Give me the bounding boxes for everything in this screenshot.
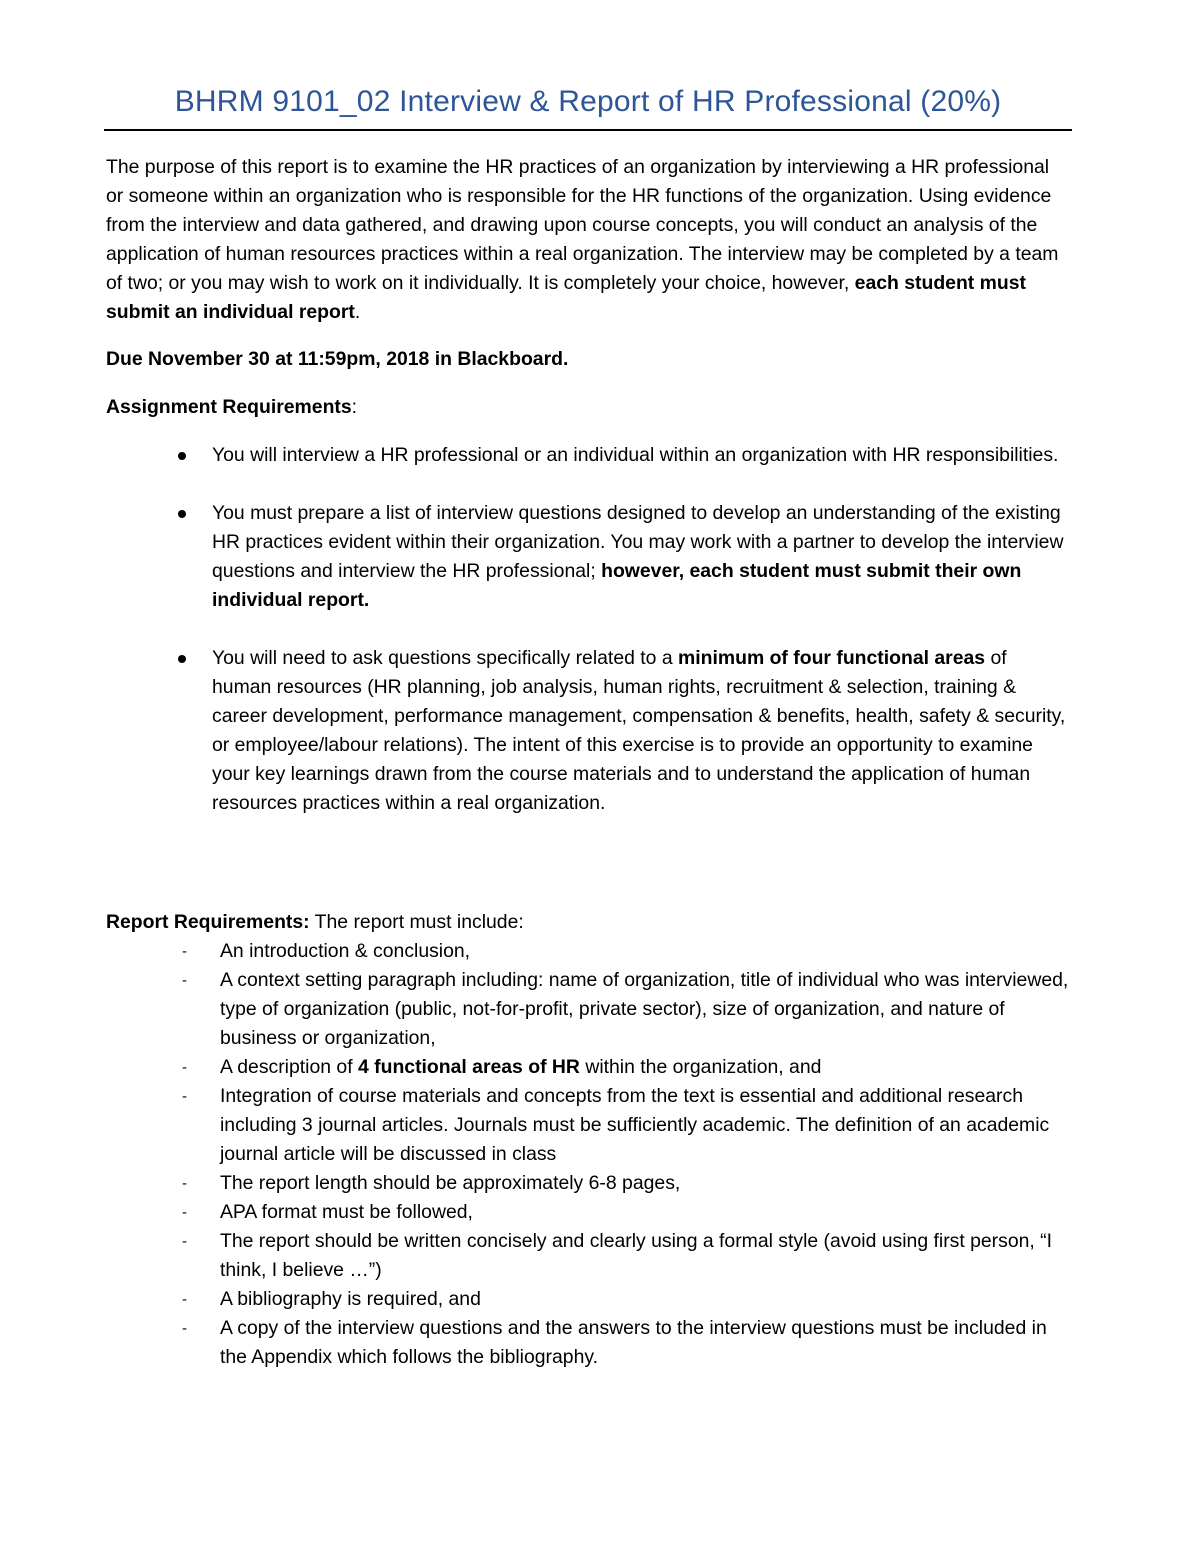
page-title: BHRM 9101_02 Interview & Report of HR Professional (20%) <box>174 85 1002 118</box>
purpose-end: . <box>354 301 361 323</box>
bullet-icon <box>178 510 186 518</box>
dash-icon: - <box>182 1175 187 1192</box>
dash-icon: - <box>182 1088 187 1105</box>
purpose-text: The purpose of this report is to examine the HR practices of an organization by interviewing a HR professional or someone within an organization who is responsible for the HR functions of the organization. Using evidence from the interview and data gathered, and drawing upon course concepts, you will conduct an analysis of the application of human resources practices within a real organization. The interview may be completed by a team of two; or you may wish to work on it individually. It is completely your choice, however, <box>106 156 1059 294</box>
title-underline <box>104 129 1072 131</box>
list-item-text: A copy of the interview questions and the answers to the interview questions must be included in the Appendix which follows the bibliography. <box>220 1317 1047 1368</box>
list-item <box>182 1053 1072 1082</box>
list-item <box>166 441 1071 470</box>
report-list <box>182 937 1072 1372</box>
list-item-text: APA format must be followed, <box>220 1201 473 1223</box>
bullet-icon <box>178 452 186 460</box>
purpose-bold: each student must submit an individual report <box>106 272 1026 323</box>
list-item-text: You must prepare a list of interview questions designed to develop an understanding of the existing HR practices evident within their organization. You may work with a partner to develop the interview questions and interview the HR professional; <box>212 502 1064 582</box>
list-item-text: You will interview a HR professional or an individual within an organization with HR responsibilities. <box>212 444 1059 466</box>
report-heading <box>106 908 1071 937</box>
dash-icon: - <box>182 1059 187 1076</box>
list-item-text: Integration of course materials and concepts from the text is essential and additional research including 3 journal articles. Journals must be sufficiently academic. The definition of an academic journal article will be discussed in class <box>220 1085 1050 1165</box>
list-item-after: within the organization, and <box>579 1056 822 1078</box>
list-item-text: An introduction & conclusion, <box>220 940 471 962</box>
list-item-after: of human resources (HR planning, job analysis, human rights, recruitment & selection, training & career development, performance management, compensation & benefits, health, safety & security, or employee/labour relations). The intent of this exercise is to provide an opportunity to examine your key learnings drawn from the course materials and to understand the application of human resources practices within a real organization. <box>212 647 1066 814</box>
assignment-heading-colon: : <box>351 396 358 418</box>
list-item-text: The report should be written concisely and clearly using a formal style (avoid using first person, “I think, I believe …”) <box>220 1230 1053 1281</box>
dash-icon: - <box>182 1204 187 1221</box>
dash-icon: - <box>182 972 187 989</box>
list-item <box>182 937 1072 966</box>
report-heading-label: Report Requirements: <box>106 911 310 933</box>
list-item-text: A context setting paragraph including: name of organization, title of individual who was interviewed, type of organization (public, not-for-profit, private sector), size of organization, and nature of business or organization, <box>220 969 1069 1049</box>
due-date: Due November 30 at 11:59pm, 2018 in Blackboard. <box>106 348 569 370</box>
dash-icon: - <box>182 1233 187 1250</box>
assignment-heading-label: Assignment Requirements <box>106 396 352 418</box>
list-item <box>182 1169 1072 1198</box>
list-item-text: The report length should be approximately 6-8 pages, <box>220 1172 681 1194</box>
assignment-list <box>166 441 1071 847</box>
list-item <box>182 1227 1072 1285</box>
bullet-icon <box>178 655 186 663</box>
list-item-bold: however, each student must submit their own individual report. <box>212 560 1022 611</box>
dash-icon: - <box>182 943 187 960</box>
list-item <box>182 1198 1072 1227</box>
list-item <box>182 1082 1072 1169</box>
list-item <box>182 1285 1072 1314</box>
list-item-bold: 4 functional areas of HR <box>357 1056 580 1078</box>
list-item <box>182 1314 1072 1372</box>
purpose-paragraph <box>106 153 1071 327</box>
report-heading-intro: The report must include: <box>309 911 524 933</box>
list-item-text: A description of <box>220 1056 358 1078</box>
list-item <box>166 644 1071 818</box>
list-item <box>182 966 1072 1053</box>
dash-icon: - <box>182 1320 187 1337</box>
list-item-text: You will need to ask questions specifically related to a <box>212 647 679 669</box>
dash-icon: - <box>182 1291 187 1308</box>
list-item-bold: minimum of four functional areas <box>678 647 986 669</box>
list-item <box>166 499 1071 615</box>
list-item-text: A bibliography is required, and <box>220 1288 481 1310</box>
assignment-heading <box>106 393 1071 422</box>
